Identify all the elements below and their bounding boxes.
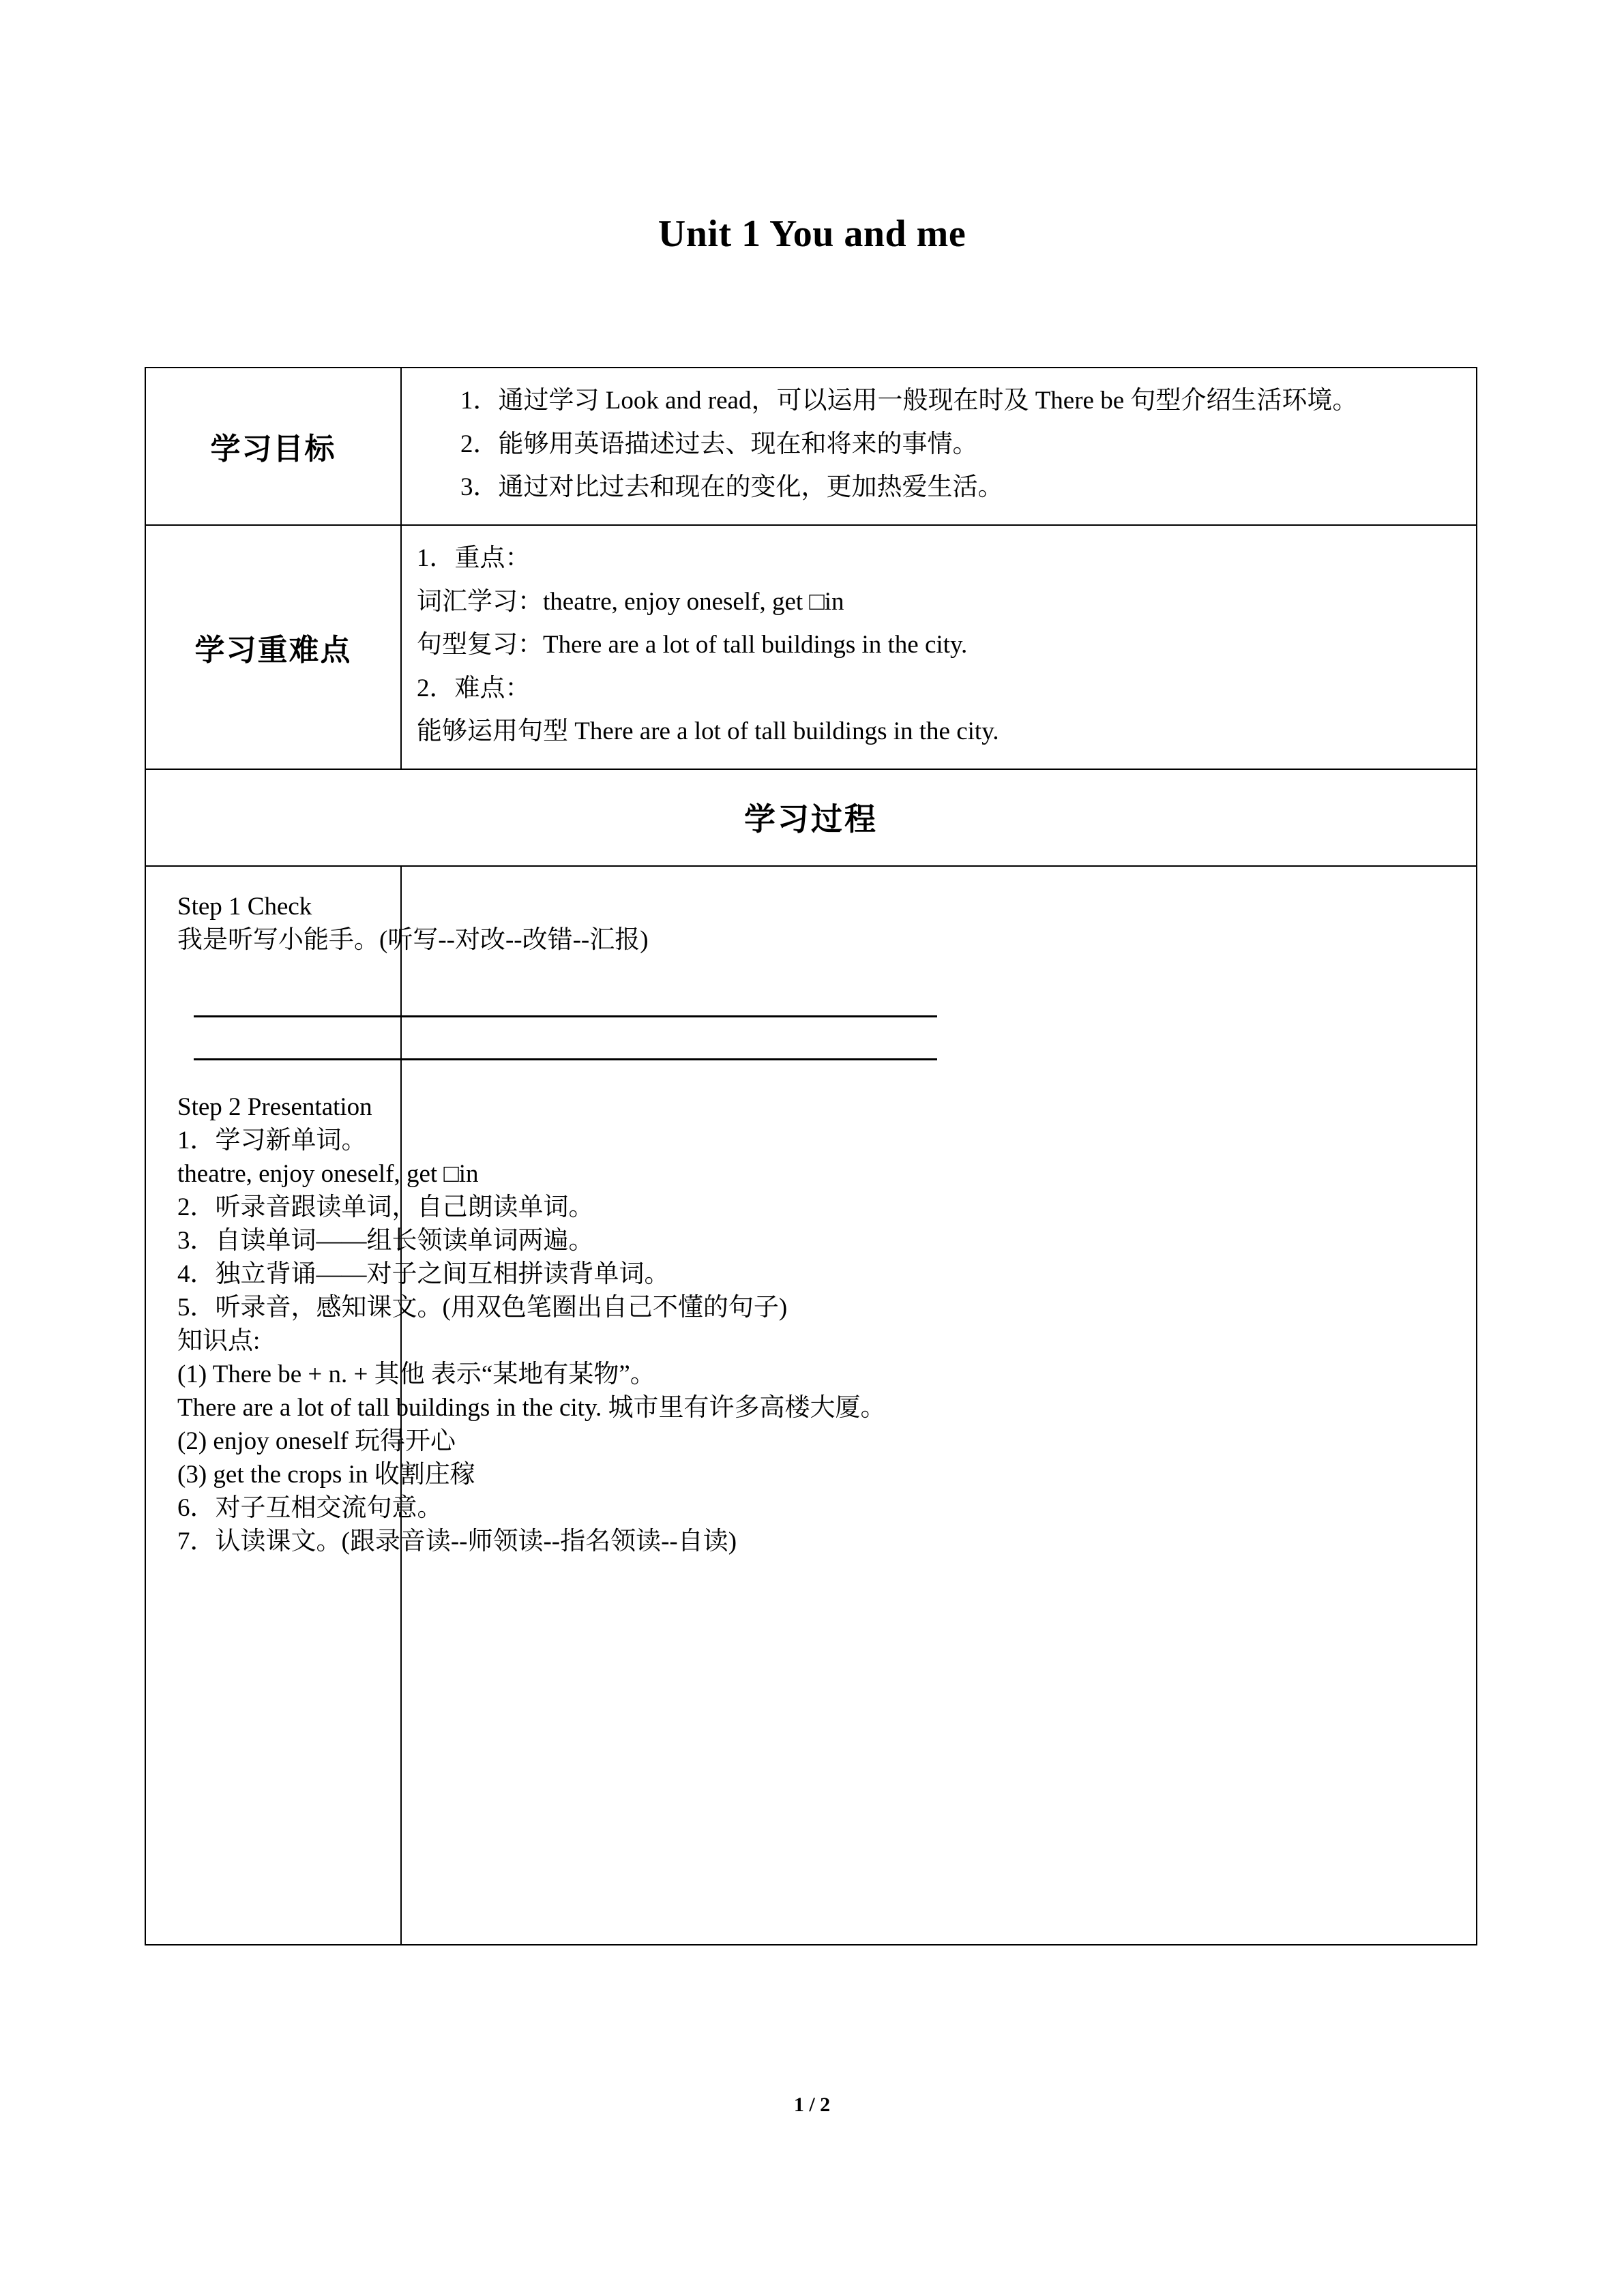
- table-row-key-points: [145, 525, 1477, 769]
- objective-item-3: 3．通过对比过去和现在的变化，更加热爱生活。: [460, 473, 1003, 502]
- page-number-footer: 1 / 2: [793, 2093, 831, 2116]
- step2-item-5: 5．听录音，感知课文。(用双色笔圈出自己不懂的句子): [177, 1294, 788, 1322]
- step2-item-4: 4．独立背诵——对子之间互相拼读背单词。: [177, 1260, 670, 1288]
- lesson-plan-table: [145, 367, 1477, 1945]
- objective-item-2: 2．能够用英语描述过去、现在和将来的事情。: [460, 430, 978, 458]
- row-label-key-points: 学习重难点: [145, 525, 401, 769]
- process-header-label: 学习过程: [145, 769, 1477, 866]
- table-row-process-body: [145, 866, 1477, 1945]
- key-point-vocabulary: 词汇学习：theatre, enjoy oneself, get □in: [417, 587, 844, 616]
- step2-vocabulary-list: theatre, enjoy oneself, get □in: [177, 1160, 479, 1188]
- row-label-objectives: 学习目标: [145, 368, 401, 525]
- row-content-objectives: [401, 368, 1477, 525]
- step2-item-7: 7．认读课文。(跟录音读--师领读--指名领读--自读): [177, 1527, 737, 1555]
- key-point-difficulty: 能够运用句型 There are a lot of tall buildings in the city.: [417, 717, 999, 746]
- table-row-objectives: [145, 368, 1477, 525]
- step2-item-3: 3．自读单词——组长领读单词两遍。: [177, 1227, 594, 1255]
- page-title: Unit 1 You and me: [658, 213, 966, 255]
- table-row-process-header: [145, 769, 1477, 866]
- key-point-1-heading: 1．重点：: [417, 543, 531, 572]
- knowledge-point-1: (1) There be + n. + 其他 表示“某地有某物”。: [177, 1360, 655, 1388]
- knowledge-point-1-example: There are a lot of tall buildings in the city. 城市里有许多高楼大厦。: [177, 1394, 886, 1422]
- row-content-key-points: [401, 525, 1477, 769]
- step2-item-1: 1．学习新单词。: [177, 1127, 367, 1154]
- step1-dictation-line: 我是听写小能手。(听写--对改--改错--汇报): [177, 926, 649, 954]
- step1-heading: Step 1 Check: [177, 893, 312, 921]
- step2-item-6: 6．对子互相交流句意。: [177, 1494, 443, 1522]
- knowledge-point-2: (2) enjoy oneself 玩得开心: [177, 1427, 456, 1455]
- step2-heading: Step 2 Presentation: [177, 1093, 372, 1121]
- knowledge-point-3: (3) get the crops in 收割庄稼: [177, 1461, 475, 1489]
- knowledge-points-heading: 知识点:: [177, 1327, 261, 1355]
- key-point-2-heading: 2．难点：: [417, 674, 531, 702]
- step2-item-2: 2．听录音跟读单词，自己朗读单词。: [177, 1193, 594, 1221]
- objective-item-1: 1．通过学习 Look and read，可以运用一般现在时及 There be 句型介绍生活环境。: [460, 387, 1358, 415]
- process-content-cell: [145, 866, 886, 1945]
- key-point-sentence-pattern: 句型复习：There are a lot of tall buildings in the city.: [417, 631, 968, 659]
